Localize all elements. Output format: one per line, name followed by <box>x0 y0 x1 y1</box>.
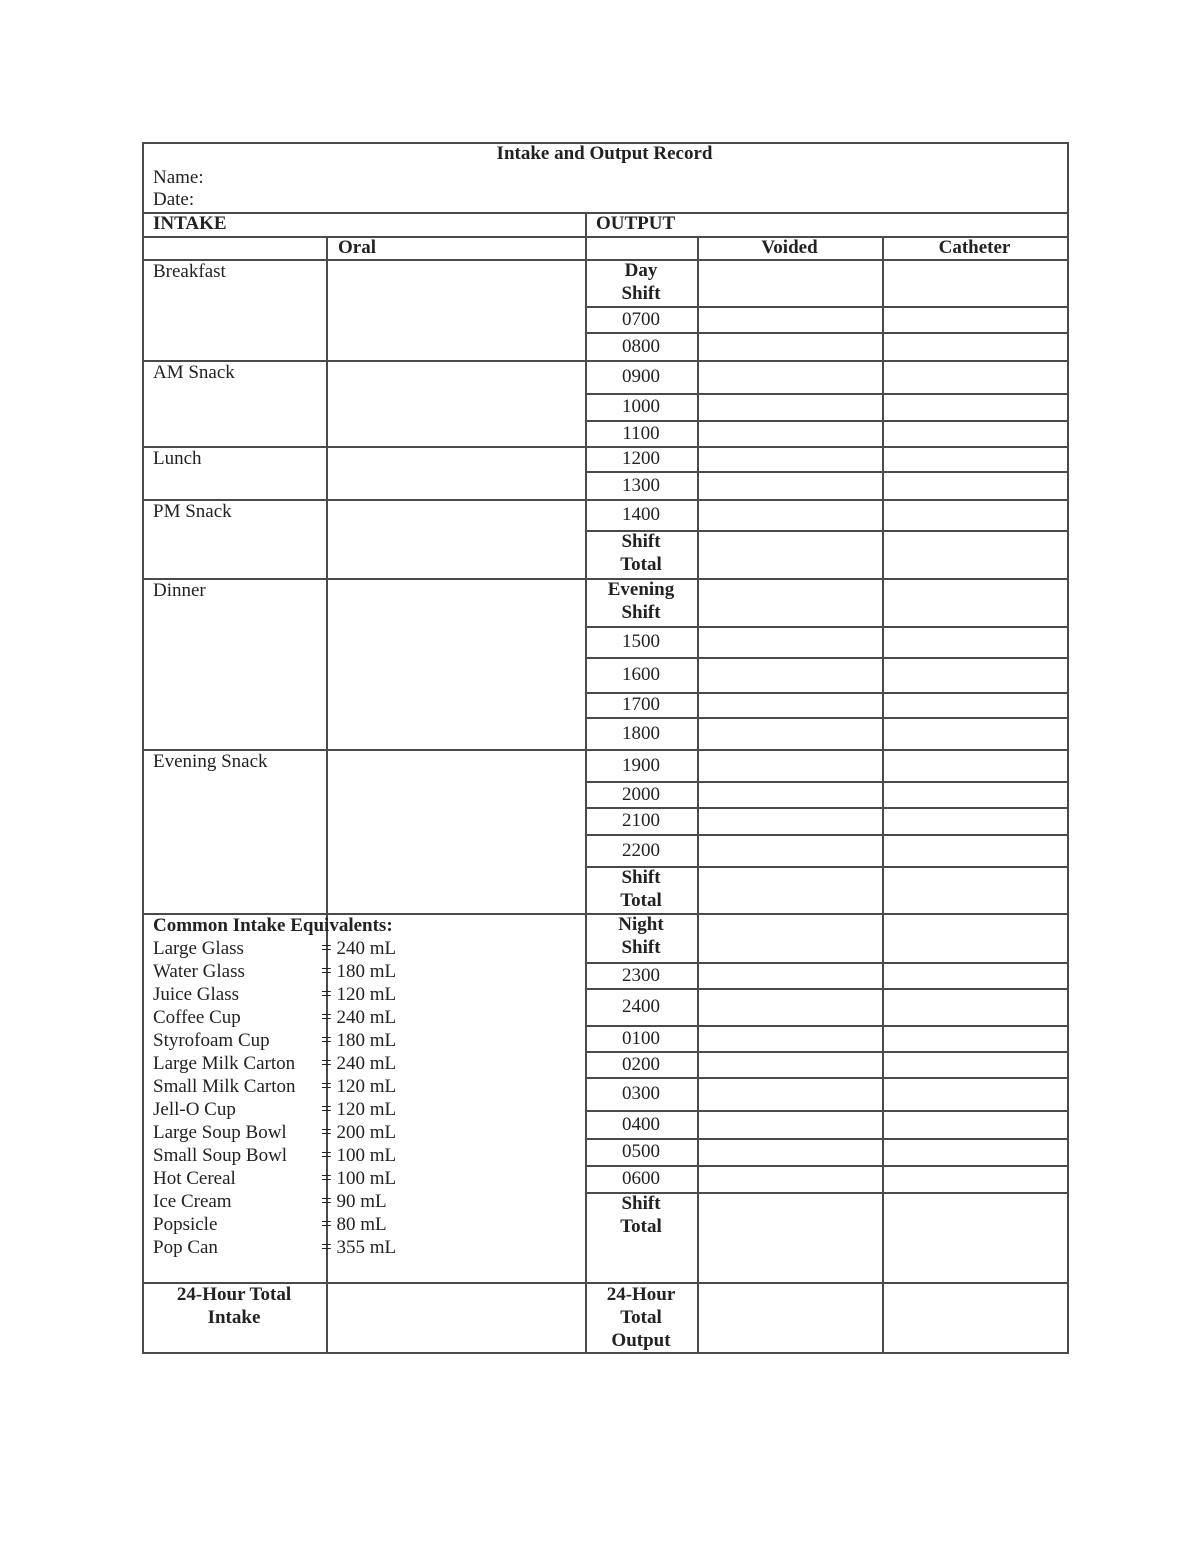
form-title: Intake and Output Record <box>496 143 713 164</box>
time-slot: 1200 <box>622 448 660 469</box>
time-slot: 1700 <box>622 694 660 715</box>
meal-label: Lunch <box>153 448 202 469</box>
equivalent-amount: = 240 mL <box>321 1007 397 1028</box>
time-slot: 1500 <box>622 631 660 652</box>
output-row-divider <box>585 988 1067 990</box>
equivalent-item: Popsicle <box>153 1214 218 1235</box>
equivalent-item: Jell-O Cup <box>153 1099 236 1120</box>
equivalent-amount: = 180 mL <box>321 961 397 982</box>
equivalent-amount: = 100 mL <box>321 1168 397 1189</box>
form-border <box>142 1352 1067 1354</box>
meal-label: AM Snack <box>153 362 235 383</box>
equivalent-item: Large Glass <box>153 938 244 959</box>
date-label: Date: <box>153 189 195 210</box>
output-row-divider <box>585 1110 1067 1112</box>
form-border <box>142 142 144 1354</box>
meal-label: Dinner <box>153 580 206 601</box>
shift-label: Shift Total <box>620 531 662 575</box>
time-slot: 0700 <box>622 308 660 330</box>
time-slot: 1100 <box>622 422 660 444</box>
equivalent-item: Small Soup Bowl <box>153 1145 288 1166</box>
time-slot: 2000 <box>622 783 660 805</box>
equivalent-amount: = 240 mL <box>321 938 397 959</box>
time-slot: 0500 <box>622 1141 660 1162</box>
time-slot: 0600 <box>622 1168 660 1189</box>
time-slot: 2300 <box>622 964 660 986</box>
equivalent-item: Hot Cereal <box>153 1168 236 1189</box>
output-row-divider <box>585 749 1067 751</box>
time-slot: 0100 <box>622 1027 660 1049</box>
meal-label: Evening Snack <box>153 751 268 772</box>
time-slot: 1900 <box>622 754 660 776</box>
equivalent-item: Juice Glass <box>153 984 240 1005</box>
equivalent-item: Ice Cream <box>153 1191 232 1212</box>
equivalent-amount: = 120 mL <box>321 1076 397 1097</box>
voided-column-border <box>697 236 699 1352</box>
time-slot: 1300 <box>622 474 660 496</box>
time-slot: 1400 <box>622 504 660 525</box>
shift-label: Evening Shift <box>607 579 675 623</box>
output-row-divider <box>585 834 1067 836</box>
time-slot: 0800 <box>622 335 660 357</box>
meal-divider <box>142 446 585 448</box>
equivalent-amount: = 100 mL <box>321 1145 397 1166</box>
equivalent-amount: = 120 mL <box>321 984 397 1005</box>
equivalent-item: Pop Can <box>153 1237 218 1258</box>
shift-label: Day Shift <box>621 260 661 304</box>
time-slot: 0300 <box>622 1083 660 1104</box>
time-slot: 1000 <box>622 396 660 417</box>
output-row-divider <box>585 626 1067 628</box>
output-total-label: 24-Hour Total Output <box>606 1284 676 1351</box>
equivalents-header: Common Intake Equivalents: <box>153 915 393 936</box>
time-slot: 0900 <box>622 366 660 387</box>
equivalent-item: Small Milk Carton <box>153 1076 296 1097</box>
shift-label: Night Shift <box>618 914 664 958</box>
voided-column-header: Voided <box>761 237 818 258</box>
equivalent-item: Large Milk Carton <box>153 1053 296 1074</box>
output-row-divider <box>585 1077 1067 1079</box>
catheter-column-border <box>882 236 884 1352</box>
time-slot: 0200 <box>622 1053 660 1075</box>
time-slot: 2100 <box>622 810 660 831</box>
form-border <box>1067 142 1069 1354</box>
output-row-divider <box>585 471 1067 473</box>
catheter-column-header: Catheter <box>938 237 1011 258</box>
oral-column-header: Oral <box>338 237 376 258</box>
equivalent-item: Large Soup Bowl <box>153 1122 287 1143</box>
output-header: OUTPUT <box>596 213 676 234</box>
output-row-divider <box>585 657 1067 659</box>
output-row-divider <box>585 360 1067 362</box>
shift-label: Shift Total <box>620 867 662 911</box>
equivalent-amount: = 90 mL <box>321 1191 387 1212</box>
time-slot: 2400 <box>622 996 660 1017</box>
equivalent-item: Styrofoam Cup <box>153 1030 270 1051</box>
equivalent-item: Water Glass <box>153 961 245 982</box>
meal-label: PM Snack <box>153 501 232 522</box>
equivalent-amount: = 200 mL <box>321 1122 397 1143</box>
time-slot: 1800 <box>622 722 660 744</box>
time-slot: 2200 <box>622 839 660 861</box>
output-row-divider <box>585 499 1067 501</box>
intake-total-label: 24-Hour Total Intake <box>176 1284 292 1328</box>
equivalent-amount: = 120 mL <box>321 1099 397 1120</box>
time-slot: 0400 <box>622 1113 660 1135</box>
output-row-divider <box>585 332 1067 334</box>
meal-label: Breakfast <box>153 261 226 282</box>
time-slot: 1600 <box>622 664 660 685</box>
name-label: Name: <box>153 167 204 188</box>
shift-label: Shift Total <box>620 1193 662 1237</box>
output-row-divider <box>585 717 1067 719</box>
equivalent-amount: = 80 mL <box>321 1214 387 1235</box>
equivalent-amount: = 355 mL <box>321 1237 397 1258</box>
meal-divider <box>142 578 585 580</box>
equivalent-amount: = 180 mL <box>321 1030 397 1051</box>
equivalent-item: Coffee Cup <box>153 1007 241 1028</box>
intake-header: INTAKE <box>153 213 227 234</box>
equivalent-amount: = 240 mL <box>321 1053 397 1074</box>
